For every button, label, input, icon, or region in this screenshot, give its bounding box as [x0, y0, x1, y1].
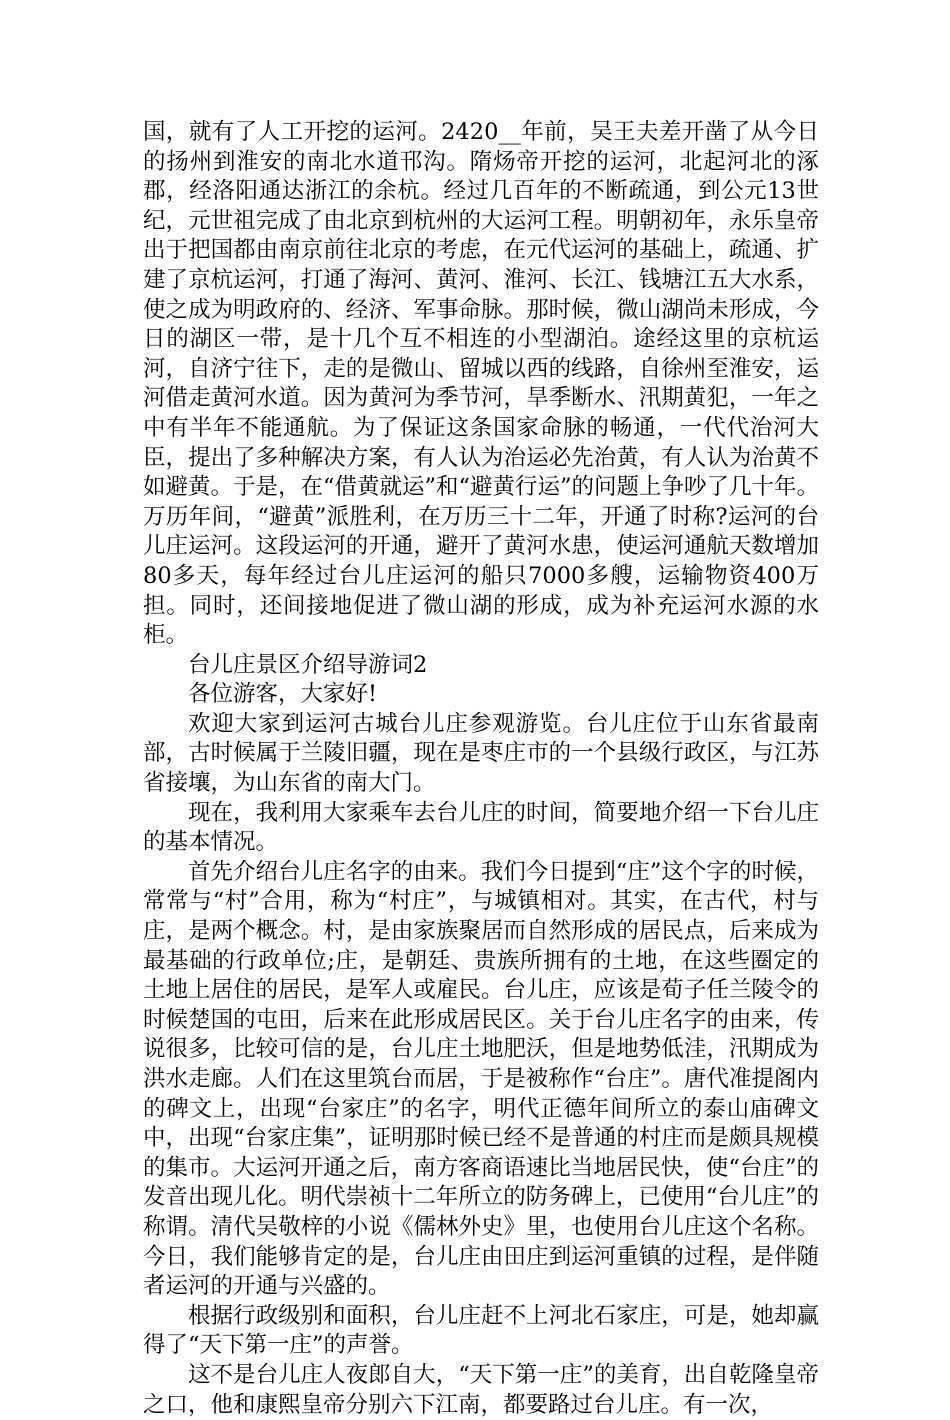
paragraph-welcome: 欢迎大家到运河古城台儿庄参观游览。台儿庄位于山东省最南部，古时候属于兰陵旧疆，现在是枣庄市的一个县级行政区，与江苏省接壤，为山东省的南大门。	[143, 710, 819, 797]
paragraph-canal-history: 国，就有了人工开挖的运河。2420__年前，吴王夫差开凿了从今日的扬州到淮安的南北水道邗沟。隋炀帝开挖的运河，北起河北的涿郡，经洛阳通达浙江的余杭。经过几百年的不断疏通，到公元13世纪，元世祖完成了由北京到杭州的大运河工程。明朝初年，永乐皇帝出于把国都由南京前往北京的考虑，在元代运河的基础上，疏通、扩建了京杭运河，打通了海河、黄河、淮河、长江、钱塘江五大水系，使之成为明政府的、经济、军事命脉。那时候，微山湖尚未形成，今日的湖区一带，是十几个互不相连的小型湖泊。途经这里的京杭运河，自济宁往下，走的是微山、留城以西的线路，自徐州至淮安，运河借走黄河水道。因为黄河为季节河，旱季断水、汛期黄犯，一年之中有半年不能通航。为了保证这条国家命脉的畅通，一代代治河大臣，提出了多种解决方案，有人认为治运必先治黄，有人认为治黄不如避黄。于是，在“借黄就运”和“避黄行运”的问题上争吵了几十年。万历年间，“避黄”派胜利，在万历三十二年，开通了时称?运河的台儿庄运河。这段运河的开通，避开了黄河水患，使运河通航天数增加80多天，每年经过台儿庄运河的船只7000多艘，运输物资400万担。同时，还间接地促进了微山湖的形成，成为补充运河水源的水柜。	[143, 119, 820, 649]
paragraph-reputation: 根据行政级别和面积，台儿庄赶不上河北石家庄，可是，她却赢得了“天下第一庄”的声誉。	[143, 1302, 819, 1359]
paragraph-first-village: 这不是台儿庄人夜郎自大，“天下第一庄”的美育，出自乾隆皇帝之口，他和康熙皇帝分别六下江南，都要路过台儿庄。有一次，	[143, 1361, 819, 1418]
paragraph-name-origin: 首先介绍台儿庄名字的由来。我们今日提到“庄”这个字的时候，常常与“村”合用，称为“村庄”，与城镇相对。其实，在古代，村与庄，是两个概念。村，是由家族聚居而自然形成的居民点，后来成为最基础的行政单位;庄，是朝廷、贵族所拥有的土地，在这些圈定的土地上居住的居民，是军人或雇民。台儿庄，应该是荀子任兰陵令的时候楚国的屯田，后来在此形成居民区。关于台儿庄名字的由来，传说很多，比较可信的是，台儿庄土地肥沃，但是地势低洼，汛期成为洪水走廊。人们在这里筑台而居，于是被称作“台庄”。唐代准提阁内的碑文上，出现“台家庄”的名字，明代正德年间所立的泰山庙碑文中，出现“台家庄集”，证明那时候已经不是普通的村庄而是颇具规模的集市。大运河开通之后，南方客商语速比当地居民快，使“台庄”的发音出现儿化。明代崇祯十二年所立的防务碑上，已使用“台儿庄”的称谓。清代吴敬梓的小说《儒林外史》里，也使用台儿庄这个名称。今日，我们能够肯定的是，台儿庄由田庄到运河重镇的过程，是伴随者运河的开通与兴盛的。	[143, 858, 819, 1300]
section-heading: 台儿庄景区介绍导游词2	[188, 651, 428, 678]
paragraph-intro: 现在，我利用大家乘车去台儿庄的时间，简要地介绍一下台儿庄的基本情况。	[143, 799, 819, 856]
paragraph-greeting: 各位游客，大家好!	[188, 681, 378, 708]
document-body	[143, 118, 819, 1420]
